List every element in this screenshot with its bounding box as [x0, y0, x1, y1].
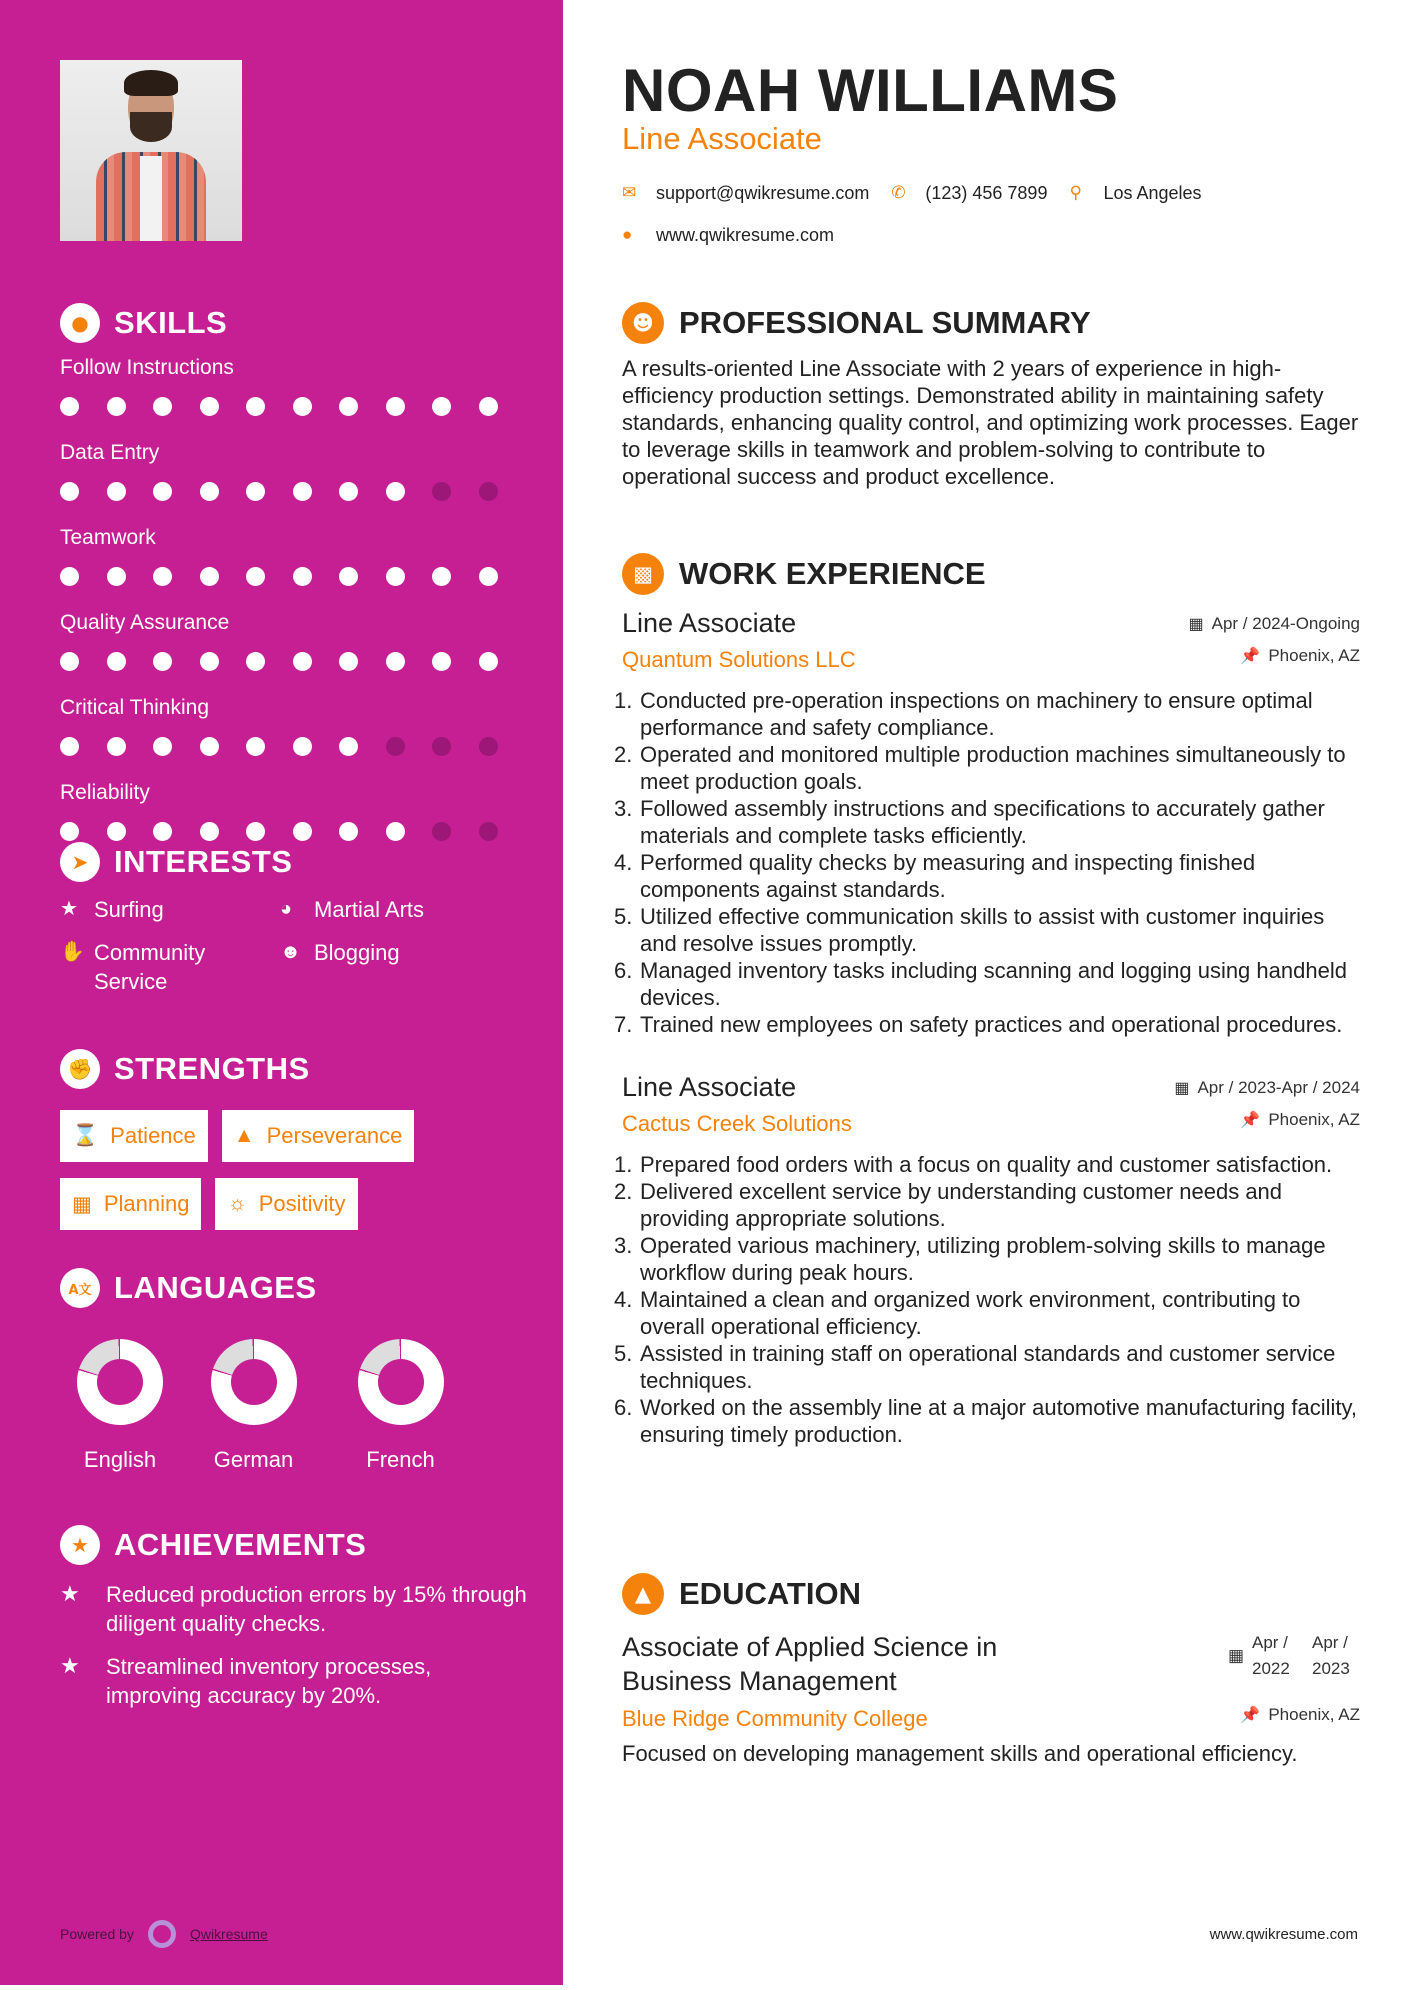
rating-dot-filled [339, 737, 358, 756]
rating-dot-filled [246, 652, 265, 671]
graduate-icon: ▲ [622, 1573, 664, 1615]
rating-dot-filled [339, 397, 358, 416]
rating-dot-filled [479, 567, 498, 586]
rating-dot-filled [293, 652, 312, 671]
rating-dot-filled [60, 397, 79, 416]
job-bullets [614, 1151, 1360, 1448]
skill-rating [60, 723, 530, 769]
hourglass-icon: ⌛ [72, 1124, 99, 1147]
rating-dot-filled [246, 737, 265, 756]
rating-dot-filled [107, 567, 126, 586]
skill-name: Data Entry [60, 441, 160, 464]
rating-dot-filled [153, 737, 172, 756]
job-bullet: 4. Performed quality checks by measuring and inspecting finished components against standards. [614, 850, 1256, 902]
calendar-icon: ▦ [72, 1192, 92, 1216]
rating-dot-filled [246, 482, 265, 501]
rating-dot-empty [432, 822, 451, 841]
shooting-star-icon: ★ [60, 1654, 80, 1679]
rating-dot-filled [246, 822, 265, 841]
strength-badge: ▲ Perseverance [222, 1110, 415, 1162]
languages-section [60, 1267, 530, 1473]
contact-email[interactable]: ✉ support@qwikresume.com [622, 182, 870, 203]
rating-dot-filled [107, 482, 126, 501]
rating-dot-filled [386, 567, 405, 586]
rating-dot-filled [479, 652, 498, 671]
rating-dot-filled [339, 652, 358, 671]
rating-dot-filled [153, 397, 172, 416]
language-item [327, 1339, 474, 1473]
job-bullet: 2. Delivered excellent service by understanding customer needs and providing appropriate solutions. [614, 1179, 1283, 1231]
interest-item: ◕ Martial Arts [280, 897, 425, 922]
job-location: 📌 Phoenix, AZ [1240, 646, 1360, 665]
rating-dot-filled [107, 397, 126, 416]
language-name: French [366, 1447, 435, 1472]
rating-dot-filled [107, 737, 126, 756]
rating-dot-filled [339, 482, 358, 501]
education-description: Focused on developing management skills and operational efficiency. [622, 1741, 1298, 1766]
fist-icon: ✊ [60, 1049, 100, 1089]
interest-item: ✋ Community Service [60, 940, 206, 994]
rating-dot-filled [479, 397, 498, 416]
achievements-title: ACHIEVEMENTS [114, 1527, 367, 1562]
achievement-item: ★ Reduced production errors by 15% through diligent quality checks. [60, 1582, 527, 1636]
language-proficiency-donut [211, 1339, 297, 1425]
skill-name: Follow Instructions [60, 356, 234, 379]
skill-rating [60, 553, 530, 599]
skills-list [60, 353, 530, 854]
map-pin-icon: ⚲ [1069, 183, 1082, 202]
skill-item [60, 353, 530, 429]
rating-dot-filled [293, 397, 312, 416]
user-icon: ☻ [622, 302, 664, 344]
rating-dot-filled [339, 822, 358, 841]
skill-rating [60, 638, 530, 684]
rating-dot-filled [107, 822, 126, 841]
rating-dot-filled [432, 652, 451, 671]
job-bullet: 5. Assisted in training staff on operational standards and customer service techniques. [614, 1341, 1336, 1393]
skill-name: Reliability [60, 781, 150, 804]
rating-dot-filled [200, 397, 219, 416]
job-bullet: 6. Worked on the assembly line at a major automotive manufacturing facility, ensuring timely production. [614, 1395, 1357, 1447]
rating-dot-filled [200, 652, 219, 671]
sun-icon: ☼ [227, 1192, 247, 1215]
language-name: English [83, 1447, 157, 1472]
rating-dot-filled [432, 567, 451, 586]
skill-rating [60, 383, 530, 429]
rating-dot-filled [60, 567, 79, 586]
skills-title: SKILLS [114, 305, 228, 340]
education-dates: ▦ Apr / 2022 Apr / 2023 [1227, 1633, 1350, 1678]
skill-item [60, 693, 530, 769]
rating-dot-filled [153, 567, 172, 586]
phone-icon: ✆ [891, 183, 906, 202]
pushpin-icon: 📌 [1240, 648, 1261, 665]
calendar-icon: ▦ [1188, 615, 1204, 633]
rating-dot-filled [200, 822, 219, 841]
skill-name: Critical Thinking [60, 696, 209, 719]
star-icon: ★ [60, 898, 78, 920]
language-item [60, 1339, 180, 1473]
job-bullet: 1. Conducted pre-operation inspections on machinery to ensure optimal performance and safety compliance. [614, 688, 1313, 740]
rating-dot-empty [432, 482, 451, 501]
rating-dot-filled [153, 822, 172, 841]
footer-url[interactable]: www.qwikresume.com [1209, 1926, 1358, 1943]
language-name: German [213, 1447, 294, 1472]
job-bullet: 3. Operated various machinery, utilizing problem-solving skills to manage workflow during peak hours. [614, 1233, 1326, 1285]
main-content [563, 0, 1407, 1990]
shooting-star-icon: ★ [60, 1582, 80, 1607]
rating-dot-empty [479, 737, 498, 756]
job-title: Line Associate [622, 1072, 797, 1102]
rating-dot-filled [386, 397, 405, 416]
summary-title: PROFESSIONAL SUMMARY [679, 305, 1091, 340]
education-entry [622, 1630, 1360, 1767]
rating-dot-empty [479, 822, 498, 841]
education-section [622, 1572, 1360, 1767]
languages-title: LANGUAGES [114, 1270, 317, 1305]
rating-dot-empty [479, 482, 498, 501]
rating-dot-filled [60, 822, 79, 841]
rating-dot-filled [107, 652, 126, 671]
skills-section [60, 302, 530, 854]
rating-dot-filled [386, 822, 405, 841]
rating-dot-filled [246, 567, 265, 586]
users-icon: ☻ [280, 941, 302, 963]
experience-title: WORK EXPERIENCE [679, 556, 986, 591]
skill-item [60, 438, 530, 514]
job-bullet: 7. Trained new employees on safety practices and operational procedures. [614, 1012, 1343, 1037]
education-title: EDUCATION [679, 1576, 861, 1611]
profile-photo [60, 60, 242, 241]
calendar-icon: ▦ [1227, 1646, 1244, 1665]
school-name: Blue Ridge Community College [622, 1706, 928, 1731]
envelope-icon: ✉ [622, 183, 637, 202]
job-dates: ▦ Apr / 2024-Ongoing [1188, 613, 1360, 633]
road-icon: ▲ [233, 1124, 255, 1147]
strengths-list [60, 1110, 520, 1246]
rating-dot-filled [60, 482, 79, 501]
hand-icon: ✋ [60, 941, 85, 963]
rating-dot-filled [60, 652, 79, 671]
interest-item: ☻ Blogging [280, 940, 400, 965]
rating-dot-filled [293, 567, 312, 586]
job-location: 📌 Phoenix, AZ [1240, 1110, 1360, 1129]
qwikresume-logo-icon [148, 1920, 176, 1948]
qwikresume-link[interactable]: Qwikresume [189, 1926, 268, 1942]
rating-dot-filled [339, 567, 358, 586]
rating-dot-filled [153, 482, 172, 501]
rating-dot-empty [432, 737, 451, 756]
strength-badge: ▦ Planning [60, 1178, 201, 1230]
interests-section [60, 841, 530, 996]
rating-dot-empty [386, 737, 405, 756]
rating-dot-filled [246, 397, 265, 416]
interests-list [60, 895, 530, 996]
job-title: Line Associate [622, 608, 797, 638]
language-proficiency-donut [77, 1339, 163, 1425]
job-dates: ▦ Apr / 2023-Apr / 2024 [1174, 1077, 1360, 1097]
rating-dot-filled [386, 652, 405, 671]
job-bullet: 2. Operated and monitored multiple production machines simultaneously to meet production goals. [614, 742, 1346, 794]
candidate-name: NOAH WILLIAMS [622, 57, 1119, 124]
skill-item [60, 608, 530, 684]
rating-dot-filled [432, 397, 451, 416]
experience-section [614, 552, 1360, 1448]
language-proficiency-donut [358, 1339, 444, 1425]
job-bullet: 1. Prepared food orders with a focus on quality and customer satisfaction. [614, 1152, 1333, 1177]
achievement-item: ★ Streamlined inventory processes, improving accuracy by 20%. [60, 1654, 432, 1708]
calendar-icon: ▦ [1174, 1079, 1190, 1097]
interests-title: INTERESTS [114, 844, 293, 879]
rating-dot-filled [200, 567, 219, 586]
strength-badge: ☼ Positivity [215, 1178, 357, 1230]
contact-website[interactable]: ● www.qwikresume.com [622, 224, 835, 245]
candidate-role: Line Associate [622, 121, 822, 156]
language-item [180, 1339, 327, 1473]
job-bullet: 4. Maintained a clean and organized work environment, contributing to overall operational efficiency. [614, 1287, 1301, 1339]
rating-dot-filled [200, 482, 219, 501]
strengths-title: STRENGTHS [114, 1051, 310, 1086]
shooting-star-icon: ★ [60, 1525, 100, 1565]
education-location: 📌 Phoenix, AZ [1240, 1705, 1360, 1724]
paper-plane-icon: ➤ [60, 842, 100, 882]
skill-rating [60, 468, 530, 514]
job-bullet: 6. Managed inventory tasks including scanning and logging using handheld devices. [614, 958, 1347, 1010]
globe-icon: ● [622, 225, 633, 244]
powered-by: Powered by Qwikresume [60, 1920, 268, 1948]
contact-location: ⚲ Los Angeles [1069, 182, 1202, 203]
languages-list [60, 1339, 530, 1473]
summary-section [622, 301, 1360, 490]
language-icon: A文 [60, 1268, 100, 1308]
rating-dot-filled [386, 482, 405, 501]
pushpin-icon: 📌 [1240, 1707, 1261, 1724]
company-name: Quantum Solutions LLC [622, 647, 856, 672]
pushpin-icon: 📌 [1240, 1112, 1261, 1129]
achievements-section [60, 1524, 530, 1710]
rating-dot-filled [293, 482, 312, 501]
sidebar [0, 0, 563, 1985]
strengths-section [60, 1048, 530, 1246]
rating-dot-filled [60, 737, 79, 756]
rating-dot-filled [293, 737, 312, 756]
contact-info [622, 178, 1402, 262]
chair-icon: ▩ [622, 553, 664, 595]
degree-title: Associate of Applied Science in Business Management [622, 1632, 998, 1696]
summary-text: A results-oriented Line Associate with 2 years of experience in high-efficiency production settings. Demonstrated ability in maintaining safety standards, enhancing quality control, and optimizing work processes. Eager to leverage skills in teamwork and problem-solving to contribute to operational success and product excellence. [622, 356, 1359, 489]
strength-badge: ⌛ Patience [60, 1110, 208, 1162]
job-bullet: 3. Followed assembly instructions and specifications to accurately gather materials and complete tasks efficiently. [614, 796, 1325, 848]
rating-dot-filled [153, 652, 172, 671]
lightbulb-icon: ● [60, 303, 100, 343]
skill-name: Quality Assurance [60, 611, 230, 634]
company-name: Cactus Creek Solutions [622, 1111, 852, 1136]
skill-item [60, 523, 530, 599]
job-bullet: 5. Utilized effective communication skills to assist with customer inquiries and resolve issues promptly. [614, 904, 1325, 956]
interest-item: ★ Surfing [60, 897, 164, 922]
rating-dot-filled [200, 737, 219, 756]
jobs-list [614, 608, 1360, 1448]
job-entry [614, 1072, 1360, 1448]
rating-dot-filled [293, 822, 312, 841]
skill-name: Teamwork [60, 526, 156, 549]
contact-phone[interactable]: ✆ (123) 456 7899 [891, 182, 1048, 203]
globe-icon: ◕ [280, 898, 293, 920]
job-entry [614, 608, 1360, 1038]
job-bullets [614, 687, 1360, 1038]
